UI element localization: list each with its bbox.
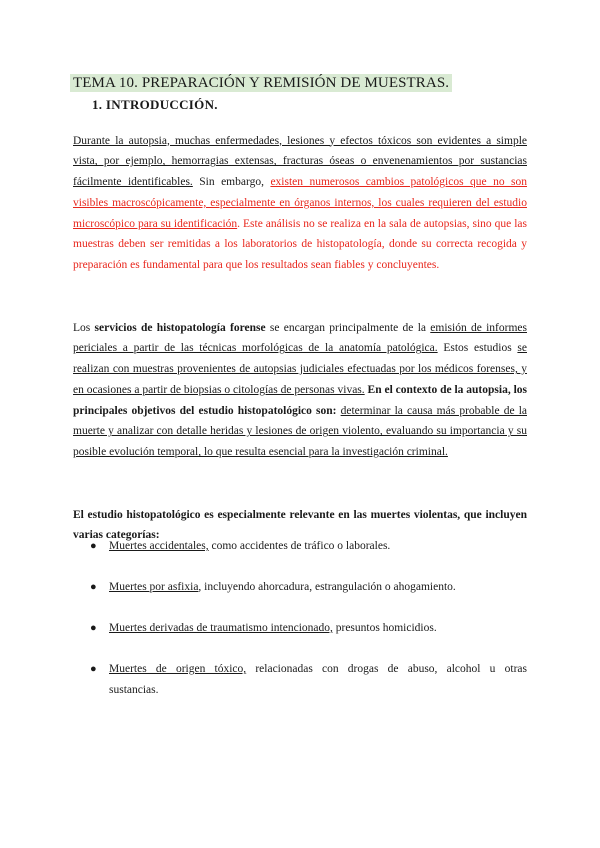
paragraph-services-part-1: Los: [73, 321, 95, 334]
list-item: [90, 577, 527, 598]
paragraph-intro-sentence-1: Durante la autopsia, muchas enfermedades, lesiones y efectos tóxicos son evidentes a simple vista, por ejemplo, hemorragias extensas, fracturas óseas o envenenamientos por sustancias fácilmente identificables.: [73, 134, 527, 189]
section-number: 1.: [92, 97, 103, 112]
paragraph-services-bold-objectives: En el contexto de la autopsia, los principales objetivos del estudio histopatológico son:: [73, 383, 528, 417]
paragraph-services-part-5: Estos estudios: [437, 342, 518, 355]
paragraph-services-bold-term: servicios de histopatología forense: [94, 321, 266, 334]
list-item-text: como accidentes de tráfico o laborales.: [208, 540, 391, 552]
paragraph-intro-highlight: existen numerosos cambios patológicos que no son visibles macroscópicamente, especialmente en órganos internos, los cuales requieren del estudio microscópico para su identificación: [73, 176, 528, 230]
list-item-text: presuntos homicidios.: [332, 622, 437, 634]
list-item-term: Muertes por asfixia: [109, 581, 199, 593]
paragraph-services: [73, 318, 527, 464]
paragraph-intro-rest: . Este análisis no se realiza en la sala de autopsias, sino que las muestras deben ser remitidas a los laboratorios de histopatología, donde su correcta recogida y preparación es fundamental para que los resultados sean fiables y concluyentes.: [73, 217, 527, 272]
paragraph-intro-connector: Sin embargo,: [192, 176, 271, 189]
list-item: [90, 659, 527, 701]
list-item: [90, 536, 527, 557]
list-item-term: Muertes derivadas de traumatismo intencionado,: [109, 622, 333, 634]
section-title: INTRODUCCIÓN.: [105, 97, 218, 112]
list-item-term: Muertes de origen tóxico,: [109, 663, 247, 675]
list-item-text: relacionadas con drogas de abuso, alcohol u otras sustancias.: [109, 663, 527, 696]
paragraph-categories-intro: El estudio histopatológico es especialmente relevante en las muertes violentas, que incluyen varias categorías:: [73, 508, 527, 542]
list-item-term: Muertes accidentales,: [109, 540, 209, 552]
bullet-icon: ●: [90, 622, 97, 634]
paragraph-services-underlined-2: se realizan con muestras provenientes de autopsias judiciales efectuadas por los médicos forenses, y en ocasiones a partir de biopsias o citologías de personas vivas.: [73, 342, 527, 396]
list-item-text: , incluyendo ahorcadura, estrangulación o ahogamiento.: [198, 581, 456, 593]
paragraph-services-underlined-3: determinar la causa más probable de la muerte y analizar con detalle heridas y lesiones de origen violento, evaluando su importancia y su posible evolución temporal, lo que resulta esencial para la investigación criminal.: [73, 404, 527, 459]
bullet-icon: ●: [90, 540, 97, 552]
bullet-icon: ●: [90, 581, 97, 593]
paragraph-services-part-3: se encargan principalmente de la: [265, 321, 431, 334]
bullet-icon: ●: [90, 663, 97, 675]
paragraph-services-underlined-1: emisión de informes periciales a partir de las técnicas morfológicas de la anatomía patológica.: [73, 321, 527, 355]
document-title: TEMA 10. PREPARACIÓN Y REMISIÓN DE MUESTRAS.: [70, 74, 452, 92]
section-heading: [92, 97, 218, 113]
paragraph-intro: [73, 131, 527, 277]
list-item: [90, 618, 527, 639]
